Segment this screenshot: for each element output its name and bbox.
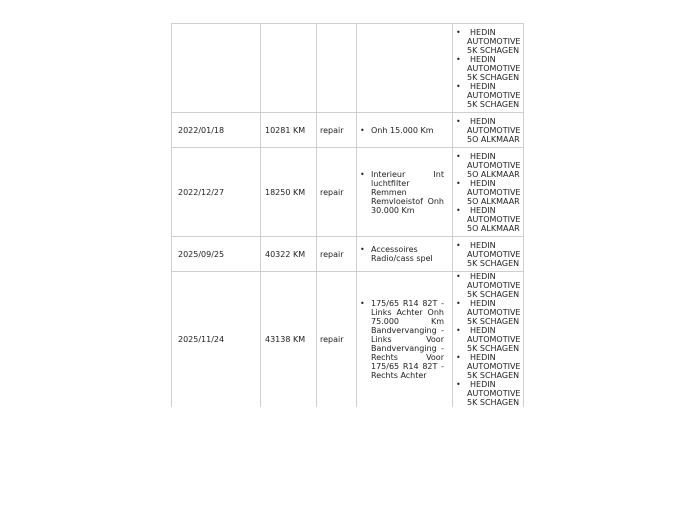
dealer-line: AUTOMOTIVE: [467, 187, 521, 197]
type-cell: repair: [317, 113, 357, 148]
dealer-item: [453, 326, 523, 353]
dealer-item: [453, 28, 523, 55]
dealer-cell: [453, 148, 524, 237]
dealer-line: 5K SCHAGEN: [467, 371, 520, 380]
dealer-line: • HEDIN: [470, 353, 496, 362]
dealer-line: AUTOMOTIVE: [467, 308, 521, 317]
description-list: [357, 126, 452, 135]
dealer-item: [453, 380, 523, 407]
dealer-cell: [453, 272, 524, 408]
dealer-line: 5K SCHAGEN: [467, 99, 520, 109]
dealer-line: 5K SCHAGEN: [467, 344, 520, 353]
description-cell: [357, 237, 453, 272]
dealer-line: AUTOMOTIVE: [467, 281, 521, 290]
dealer-line: • HEDIN: [470, 380, 496, 389]
dealer-line: • HEDIN: [470, 326, 496, 335]
description-list: [357, 299, 452, 380]
dealer-line: AUTOMOTIVE: [467, 214, 521, 224]
dealer-item: [453, 272, 523, 299]
dealer-item: [453, 117, 523, 144]
dealer-line: AUTOMOTIVE: [467, 160, 521, 170]
dealer-line: 5K SCHAGEN: [467, 317, 520, 326]
type-cell: repair: [317, 148, 357, 237]
dealer-item: [453, 241, 523, 268]
table-row: [172, 237, 524, 272]
maintenance-history-table: [171, 23, 524, 407]
dealer-cell: [453, 113, 524, 148]
description-cell: [357, 148, 453, 237]
dealer-line: AUTOMOTIVE: [467, 249, 521, 259]
dealer-list: [453, 28, 523, 109]
table-row: [172, 148, 524, 237]
dealer-item: [453, 55, 523, 82]
dealer-list: [453, 152, 523, 233]
dealer-line: 5K SCHAGEN: [467, 72, 520, 82]
dealer-item: [453, 152, 523, 179]
table-row: [172, 113, 524, 148]
description-cell: [357, 24, 453, 113]
type-cell: [317, 24, 357, 113]
mileage-cell: 10281 KM: [261, 113, 317, 148]
dealer-line: • HEDIN: [470, 151, 496, 161]
table-row: [172, 272, 524, 408]
dealer-line: 5K SCHAGEN: [467, 290, 520, 299]
dealer-line: 5K SCHAGEN: [467, 398, 520, 407]
dealer-item: [453, 206, 523, 233]
dealer-line: • HEDIN: [470, 205, 496, 215]
dealer-line: • HEDIN: [470, 81, 496, 91]
mileage-cell: 18250 KM: [261, 148, 317, 237]
description-list: [357, 170, 452, 215]
date-cell: 2022/01/18: [172, 113, 261, 148]
description-item: • Onh 15.000 Km: [357, 126, 452, 135]
dealer-cell: [453, 237, 524, 272]
mileage-cell: 43138 KM: [261, 272, 317, 408]
date-cell: 2025/11/24: [172, 272, 261, 408]
dealer-cell: [453, 24, 524, 113]
dealer-line: • HEDIN: [470, 116, 496, 126]
dealer-line: • HEDIN: [470, 54, 496, 64]
dealer-line: • HEDIN: [470, 299, 496, 308]
mileage-cell: [261, 24, 317, 113]
description-list: [357, 245, 452, 263]
dealer-list: [453, 241, 523, 268]
mileage-cell: 40322 KM: [261, 237, 317, 272]
description-cell: [357, 113, 453, 148]
dealer-line: AUTOMOTIVE: [467, 90, 521, 100]
type-cell: repair: [317, 237, 357, 272]
date-cell: 2025/09/25: [172, 237, 261, 272]
description-cell: [357, 272, 453, 408]
dealer-line: • HEDIN: [470, 240, 496, 250]
dealer-line: 5K SCHAGEN: [467, 258, 520, 268]
dealer-line: • HEDIN: [470, 272, 496, 281]
date-cell: 2022/12/27: [172, 148, 261, 237]
dealer-line: AUTOMOTIVE: [467, 362, 521, 371]
dealer-line: AUTOMOTIVE: [467, 335, 521, 344]
description-item: • Interieur Int luchtfilter Remmen Remvloeistof Onh 30.000 Km: [357, 170, 452, 215]
dealer-line: 5O ALKMAAR: [467, 196, 520, 206]
dealer-line: AUTOMOTIVE: [467, 36, 521, 46]
dealer-line: 5K SCHAGEN: [467, 45, 520, 55]
dealer-item: [453, 179, 523, 206]
dealer-item: [453, 353, 523, 380]
dealer-line: 5O ALKMAAR: [467, 223, 520, 233]
description-item: • 175/65 R14 82T - Links Achter Onh 75.000 Km Bandvervanging - Links Voor Bandvervanging - Rechts Voor 175/65 R14 82T - Rechts Achter: [357, 299, 452, 380]
dealer-line: AUTOMOTIVE: [467, 63, 521, 73]
date-cell: [172, 24, 261, 113]
dealer-line: • HEDIN: [470, 27, 496, 37]
table-row: [172, 24, 524, 113]
dealer-line: 5O ALKMAAR: [467, 169, 520, 179]
table-body: [172, 24, 524, 408]
type-cell: repair: [317, 272, 357, 408]
dealer-list: [453, 117, 523, 144]
dealer-line: AUTOMOTIVE: [467, 125, 521, 135]
dealer-item: [453, 82, 523, 109]
dealer-item: [453, 299, 523, 326]
dealer-line: 5O ALKMAAR: [467, 134, 520, 144]
dealer-list: [453, 272, 523, 407]
dealer-line: • HEDIN: [470, 178, 496, 188]
dealer-line: AUTOMOTIVE: [467, 389, 521, 398]
description-item: • Accessoires Radio/cass spel: [357, 245, 452, 263]
